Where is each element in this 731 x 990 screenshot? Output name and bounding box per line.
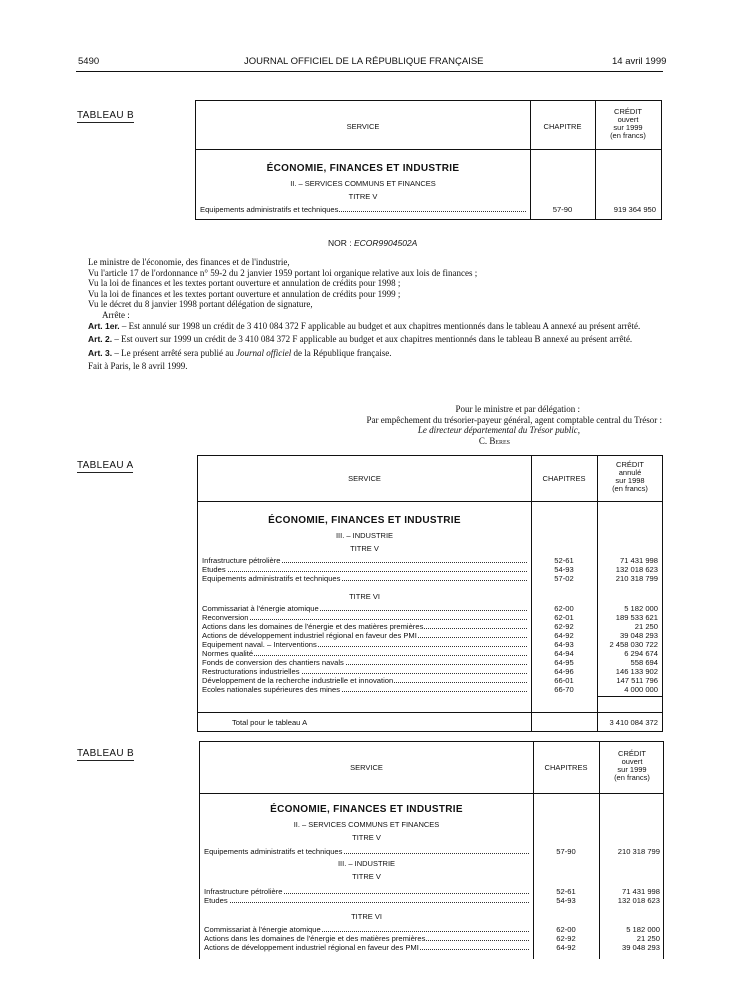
table-row: Normes qualité 64-94 6 294 674 [202,649,658,658]
table1-col-credit: CRÉDIT ouvert sur 1999 (en francs) [610,107,646,140]
table-row: Développement de la recherche industrielle et innovation 66-01 147 511 796 [202,676,658,685]
table-row: Equipements administratifs et techniques 57-90 919 364 950 [200,205,656,214]
intro-line: Vu le décret du 8 janvier 1998 portant délégation de signature, [88,299,313,310]
table1 [195,100,662,220]
table-row: Reconversion 62-01 189 533 621 [202,613,658,622]
intro-line: Vu l'article 17 de l'ordonnance n° 59-2 du 2 janvier 1959 portant loi organique relative aux lois de finances ; [88,267,478,278]
table3-col-credit: CRÉDIT ouvert sur 1999 (en francs) [614,749,650,782]
table-row: Fonds de conversion des chantiers navals 64-95 558 694 [202,658,658,667]
intro-line: Le ministre de l'économie, des finances et de l'industrie, [88,257,290,267]
article-2: Art. 2. – Est ouvert sur 1999 un crédit de 3 410 084 372 F applicable au budget et aux chapitres mentionnés dans le tableau B annexé au présent arrêté. [88,334,633,345]
fait-a-paris: Fait à Paris, le 8 avril 1999. [88,361,188,372]
table3 [199,741,664,959]
table3-titre-vi: TITRE VI [351,912,382,921]
table3-col-chapitres: CHAPITRES [544,763,588,772]
table3-titre-v-2: TITRE V [352,872,381,881]
table-row: Equipements administratifs et techniques 57-90 210 318 799 [204,847,660,856]
table1-col-service: SERVICE [346,122,380,131]
table-row: Infrastructure pétrolière 52-61 71 431 998 [204,887,660,896]
table1-ministry: ÉCONOMIE, FINANCES ET INDUSTRIE [266,163,460,174]
table-row: Ecoles nationales supérieures des mines 66-70 4 000 000 [202,685,658,694]
table2-section: III. – INDUSTRIE [335,531,394,540]
intro-line: Vu la loi de finances et les textes portant ouverture et annulation de crédits pour 1998 ; [88,278,401,289]
table-row: Infrastructure pétrolière 52-61 71 431 998 [202,556,658,565]
table1-col-chapitre: CHAPITRE [543,122,582,131]
nor-reference: NOR : ECOR9904502A [328,238,418,248]
table2-col-credit: CRÉDIT annulé sur 1998 (en francs) [612,460,648,493]
table-row: Equipement naval. – Interventions 64-93 2 458 030 722 [202,640,658,649]
table2 [197,455,663,732]
table2-titre-vi: TITRE VI [349,592,380,601]
table1-titre: TITRE V [348,192,378,201]
table3-ministry: ÉCONOMIE, FINANCES ET INDUSTRIE [270,804,463,815]
article-3: Art. 3. – Le présent arrêté sera publié au Journal officiel de la République française. [88,347,392,358]
signature-block: Pour le ministre et par délégation : Par empêchement du trésorier-payeur général, agent comptable central du Trésor : Le directeur départemental du Trésor public, C. Beres [366,404,662,446]
table3-section2: III. – INDUSTRIE [337,859,396,868]
table3-section1: II. – SERVICES COMMUNS ET FINANCES [293,820,440,829]
arrete-word: Arrête : [102,309,130,320]
table2-label: TABLEAU A [77,460,134,471]
table2-col-chapitres: CHAPITRES [542,474,586,483]
intro-line: Vu la loi de finances et les textes portant ouverture et annulation de crédits pour 1999 ; [88,288,401,299]
table-row: Actions dans les domaines de l'énergie et des matières premières 62-92 21 250 [202,622,658,631]
table1-label: TABLEAU B [77,110,134,121]
total-row: Total pour le tableau A 3 410 084 372 [232,718,658,727]
table3-label: TABLEAU B [77,748,134,759]
table3-col-service: SERVICE [350,763,383,772]
table-row: Etudes 54-93 132 018 623 [204,896,660,905]
table-row: Actions de développement industriel régional en faveur des PMI 64-92 39 048 293 [202,631,658,640]
header-rule [76,71,663,72]
table-row: Equipements administratifs et techniques 57-02 210 318 799 [202,574,658,583]
table1-section: II. – SERVICES COMMUNS ET FINANCES [290,179,436,188]
issue-date: 14 avril 1999 [612,56,667,67]
table3-titre-v-1: TITRE V [352,833,381,842]
page-number: 5490 [78,56,100,67]
decree-text [88,257,662,372]
table-row: Etudes 54-93 132 018 623 [202,565,658,574]
table2-titre-v: TITRE V [350,544,379,553]
table2-ministry: ÉCONOMIE, FINANCES ET INDUSTRIE [268,515,461,526]
table-row: Actions dans les domaines de l'énergie et des matières premières 62-92 21 250 [204,934,660,943]
article-1: Art. 1er. – Est annulé sur 1998 un crédit de 3 410 084 372 F applicable au budget et aux chapitres mentionnés dans le tableau A annexé au présent arrêté. [88,320,641,331]
journal-title: JOURNAL OFFICIEL DE LA RÉPUBLIQUE FRANÇAISE [244,56,484,67]
table-row: Commissariat à l'énergie atomique 62-00 5 182 000 [202,604,658,613]
table-row: Restructurations industrielles 64-96 146 133 902 [202,667,658,676]
table2-col-service: SERVICE [348,474,381,483]
table-row: Actions de développement industriel régional en faveur des PMI 64-92 39 048 293 [204,943,660,952]
table-row: Commissariat à l'énergie atomique 62-00 5 182 000 [204,925,660,934]
